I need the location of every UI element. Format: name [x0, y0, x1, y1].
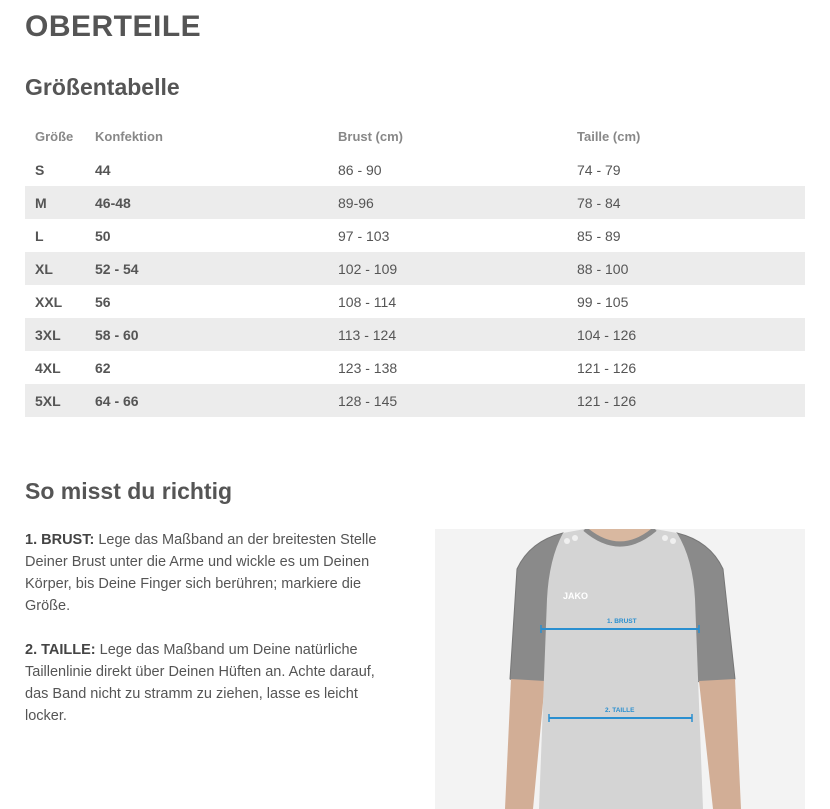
- brust-instruction: [25, 529, 400, 617]
- taille-instruction: [25, 639, 400, 727]
- taille-cell: 121 - 126: [567, 384, 805, 417]
- table-row: [25, 252, 805, 285]
- brust-cell: 86 - 90: [338, 161, 382, 178]
- size-cell: 3XL: [25, 318, 85, 351]
- taille-cell: 121 - 126: [577, 359, 637, 376]
- brust-cell: 108 - 114: [338, 293, 397, 310]
- konfektion-cell: 50: [95, 227, 111, 244]
- header-size: Größe: [35, 129, 74, 144]
- taille-instruction-lead: 2. TAILLE:: [25, 642, 96, 658]
- taille-cell: 85 - 89: [577, 227, 621, 244]
- table-row: [25, 351, 805, 384]
- konfektion-cell: 52 - 54: [85, 252, 328, 285]
- measure-instructions: [25, 529, 400, 749]
- table-row: [25, 318, 805, 351]
- table-row: [25, 285, 805, 318]
- size-cell: L: [35, 227, 44, 244]
- brust-cell: 113 - 124: [328, 318, 567, 351]
- size-cell: 5XL: [25, 384, 85, 417]
- brust-cell: 97 - 103: [338, 227, 390, 244]
- measurement-photo: [435, 529, 805, 809]
- shirt-body: [539, 529, 703, 809]
- brust-cell: 123 - 138: [338, 359, 398, 376]
- konfektion-cell: 56: [95, 293, 111, 310]
- taille-cell: 74 - 79: [577, 161, 621, 178]
- size-cell: 4XL: [35, 359, 61, 376]
- size-cell: S: [35, 161, 45, 178]
- size-table-title: Größentabelle: [25, 74, 180, 100]
- brust-cell: 89-96: [328, 186, 567, 219]
- size-cell: XXL: [35, 293, 63, 310]
- konfektion-cell: 58 - 60: [85, 318, 328, 351]
- page-title: OBERTEILE: [25, 10, 202, 43]
- brust-label: 1. BRUST: [607, 618, 637, 625]
- table-row: [25, 186, 805, 219]
- taille-instruction-text: Lege das Maßband um Deine natürliche Taillenlinie direkt über Deinen Hüften an. Achte darauf, das Band nicht zu stramm zu ziehen, lasse es leicht locker.: [25, 642, 375, 724]
- taille-cell: 104 - 126: [567, 318, 805, 351]
- header-konfektion: Konfektion: [95, 129, 163, 144]
- brust-instruction-lead: 1. BRUST:: [25, 532, 95, 548]
- konfektion-cell: 46-48: [85, 186, 328, 219]
- brust-cell: 102 - 109: [328, 252, 567, 285]
- taille-label: 2. TAILLE: [605, 707, 635, 714]
- konfektion-cell: 62: [95, 359, 111, 376]
- size-table: [25, 120, 805, 417]
- taille-cell: 78 - 84: [567, 186, 805, 219]
- brust-cell: 128 - 145: [328, 384, 567, 417]
- header-brust: Brust (cm): [338, 129, 404, 144]
- konfektion-cell: 64 - 66: [85, 384, 328, 417]
- size-cell: M: [25, 186, 85, 219]
- brust-instruction-text: Lege das Maßband an der breitesten Stelle Deiner Brust unter die Arme und wickle es um Deinen Körper, bis Deine Finger sich berühren; markiere die Größe.: [25, 532, 377, 614]
- taille-cell: 99 - 105: [577, 293, 629, 310]
- konfektion-cell: 44: [95, 161, 111, 178]
- taille-cell: 88 - 100: [567, 252, 805, 285]
- table-row: [25, 219, 805, 252]
- size-table-header-row: [25, 120, 805, 153]
- measure-title: So misst du richtig: [25, 478, 233, 504]
- table-row: [25, 384, 805, 417]
- brand-logo: JAKO: [563, 591, 589, 601]
- header-taille: Taille (cm): [577, 129, 641, 144]
- table-row: [25, 153, 805, 186]
- size-cell: XL: [25, 252, 85, 285]
